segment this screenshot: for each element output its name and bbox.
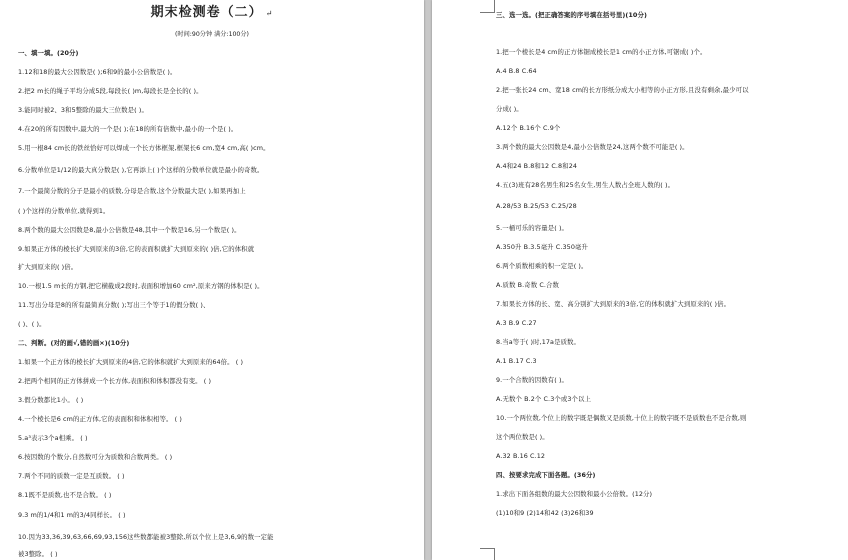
crop-mark (480, 548, 495, 560)
section-heading: 三、选一选。(把正确答案的序号填在括号里)(10分) (496, 11, 647, 19)
question-line: 2.把2 m长的绳子平均分成5段,每段长( )m,每段长是全长的( )。 (18, 87, 203, 95)
answer-options: A.质数 B.奇数 C.合数 (496, 281, 560, 289)
question-line: 分成( )。 (496, 105, 523, 113)
question-line: 6.两个质数相乘的积一定是( )。 (496, 262, 588, 270)
question-line: 11.写出分母是8的所有最简真分数( );写出三个等于1的假分数( )、 (18, 301, 210, 309)
page-title: 期末检测卷（二） ↵ (150, 5, 274, 20)
question-line: 9.如果正方体的棱长扩大到原来的3倍,它的表面积就扩大到原来的( )倍,它的体积就 (18, 245, 255, 253)
question-line: 7.一个最简分数的分子是最小的质数,分母是合数,这个分数最大是( ),如果再加上 (18, 187, 246, 195)
question-line: 5.a³表示3个a相乘。 ( ) (18, 434, 88, 442)
question-line: 8.当a等于( )时,17a是质数。 (496, 338, 581, 346)
question-line: 9.3 m的1/4和1 m的3/4同样长。 ( ) (18, 511, 126, 519)
question-line: 7.两个不同的质数一定是互质数。 ( ) (18, 472, 125, 480)
section-heading: 四、按要求完成下面各题。(36分) (496, 471, 596, 479)
question-line: ( )、( )。 (18, 320, 46, 328)
crop-mark (480, 0, 495, 13)
question-line: ( )个这样的分数单位,就得到1。 (18, 207, 110, 215)
question-line: 10.一个两位数,个位上的数字既是偶数又是质数,十位上的数字既不是质数也不是合数,则 (496, 414, 747, 422)
answer-options: A.350升 B.3.5毫升 C.350毫升 (496, 243, 588, 251)
question-line: 2.把一张长24 cm、宽18 cm的长方形纸分成大小相等的小正方形,且没有剩余,最少可以 (496, 86, 749, 94)
question-line: 10.一根1.5 m长的方钢,把它横截成2段时,表面积增加60 cm²,原来方钢的体积是( )。 (18, 282, 264, 290)
question-line: 1.求出下面各组数的最大公因数和最小公倍数。(12分) (496, 490, 653, 498)
question-line: 3.两个数的最大公因数是4,最小公倍数是24,这两个数不可能是( )。 (496, 143, 689, 151)
question-line: 1.如果一个正方体的棱长扩大到原来的4倍,它的体积就扩大到原来的64倍。 ( ) (18, 358, 244, 366)
question-line: 6.分数单位是1/12的最大真分数是( ),它再添上( )个这样的分数单位就是最小的奇数。 (18, 166, 264, 174)
answer-options: A.1 B.17 C.3 (496, 357, 537, 365)
question-line: 10.因为33,36,39,63,66,69,93,156这些数都能被3整除,所以个位上是3,6,9的数一定能 (18, 533, 274, 541)
answer-options: A.32 B.16 C.12 (496, 452, 546, 460)
answer-options: A.4和24 B.8和12 C.8和24 (496, 162, 578, 170)
section-heading: 二、判断。(对的画√,错的画×)(10分) (18, 339, 130, 347)
answer-options: A.3 B.9 C.27 (496, 319, 537, 327)
question-line: 8.两个数的最大公因数是8,最小公倍数是48,其中一个数是16,另一个数是( )。 (18, 226, 241, 234)
answer-options: A.12个 B.16个 C.9个 (496, 124, 561, 132)
question-line: 5.一桶可乐的容量是( )。 (496, 224, 569, 232)
question-line: 4.在20的所有因数中,最大的一个是( );在18的所有倍数中,最小的一个是( )。 (18, 125, 238, 133)
answer-options: A.4 B.8 C.64 (496, 67, 537, 75)
question-line: 扩大到原来的( )倍。 (18, 263, 78, 271)
question-line: 1.12和18的最大公因数是( );6和9的最小公倍数是( )。 (18, 68, 177, 76)
answer-options: A.28/53 B.25/53 C.25/28 (496, 202, 577, 210)
question-line: 5.用一根84 cm长的铁丝恰好可以焊成一个长方体框架,框架长6 cm,宽4 cm,高( )cm。 (18, 144, 270, 152)
exam-info: (时间:90分钟 满分:100分) (175, 31, 249, 38)
question-line: 9.一个合数的因数有( )。 (496, 376, 569, 384)
question-line: (1)10和9 (2)14和42 (3)26和39 (496, 509, 594, 517)
question-line: 6.按因数的个数分,自然数可分为质数和合数两类。 ( ) (18, 453, 173, 461)
question-line: 8.1既不是质数,也不是合数。 ( ) (18, 491, 112, 499)
question-line: 1.把一个棱长是4 cm的正方体锯成棱长是1 cm的小正方体,可锯成( )个。 (496, 48, 707, 56)
question-line: 3.假分数都比1小。 ( ) (18, 396, 84, 404)
question-line: 被3整除。 ( ) (18, 550, 58, 558)
question-line: 4.五(3)班有28名男生和25名女生,男生人数占全班人数的( )。 (496, 181, 675, 189)
question-line: 3.能同时被2、3和5整除的最大三位数是( )。 (18, 106, 148, 114)
answer-options: A.无数个 B.2个 C.3个或3个以上 (496, 395, 591, 403)
question-line: 7.如果长方体的长、宽、高分别扩大到原来的3倍,它的体积就扩大到原来的( )倍。 (496, 300, 731, 308)
section-heading: 一、填一填。(20分) (18, 49, 79, 57)
question-line: 2.把两个相同的正方体拼成一个长方体,表面积和体积都没有变。 ( ) (18, 377, 212, 385)
question-line: 这个两位数是( )。 (496, 433, 549, 441)
document-page-right (432, 0, 848, 560)
question-line: 4.一个棱长是6 cm的正方体,它的表面积和体积相等。 ( ) (18, 415, 182, 423)
